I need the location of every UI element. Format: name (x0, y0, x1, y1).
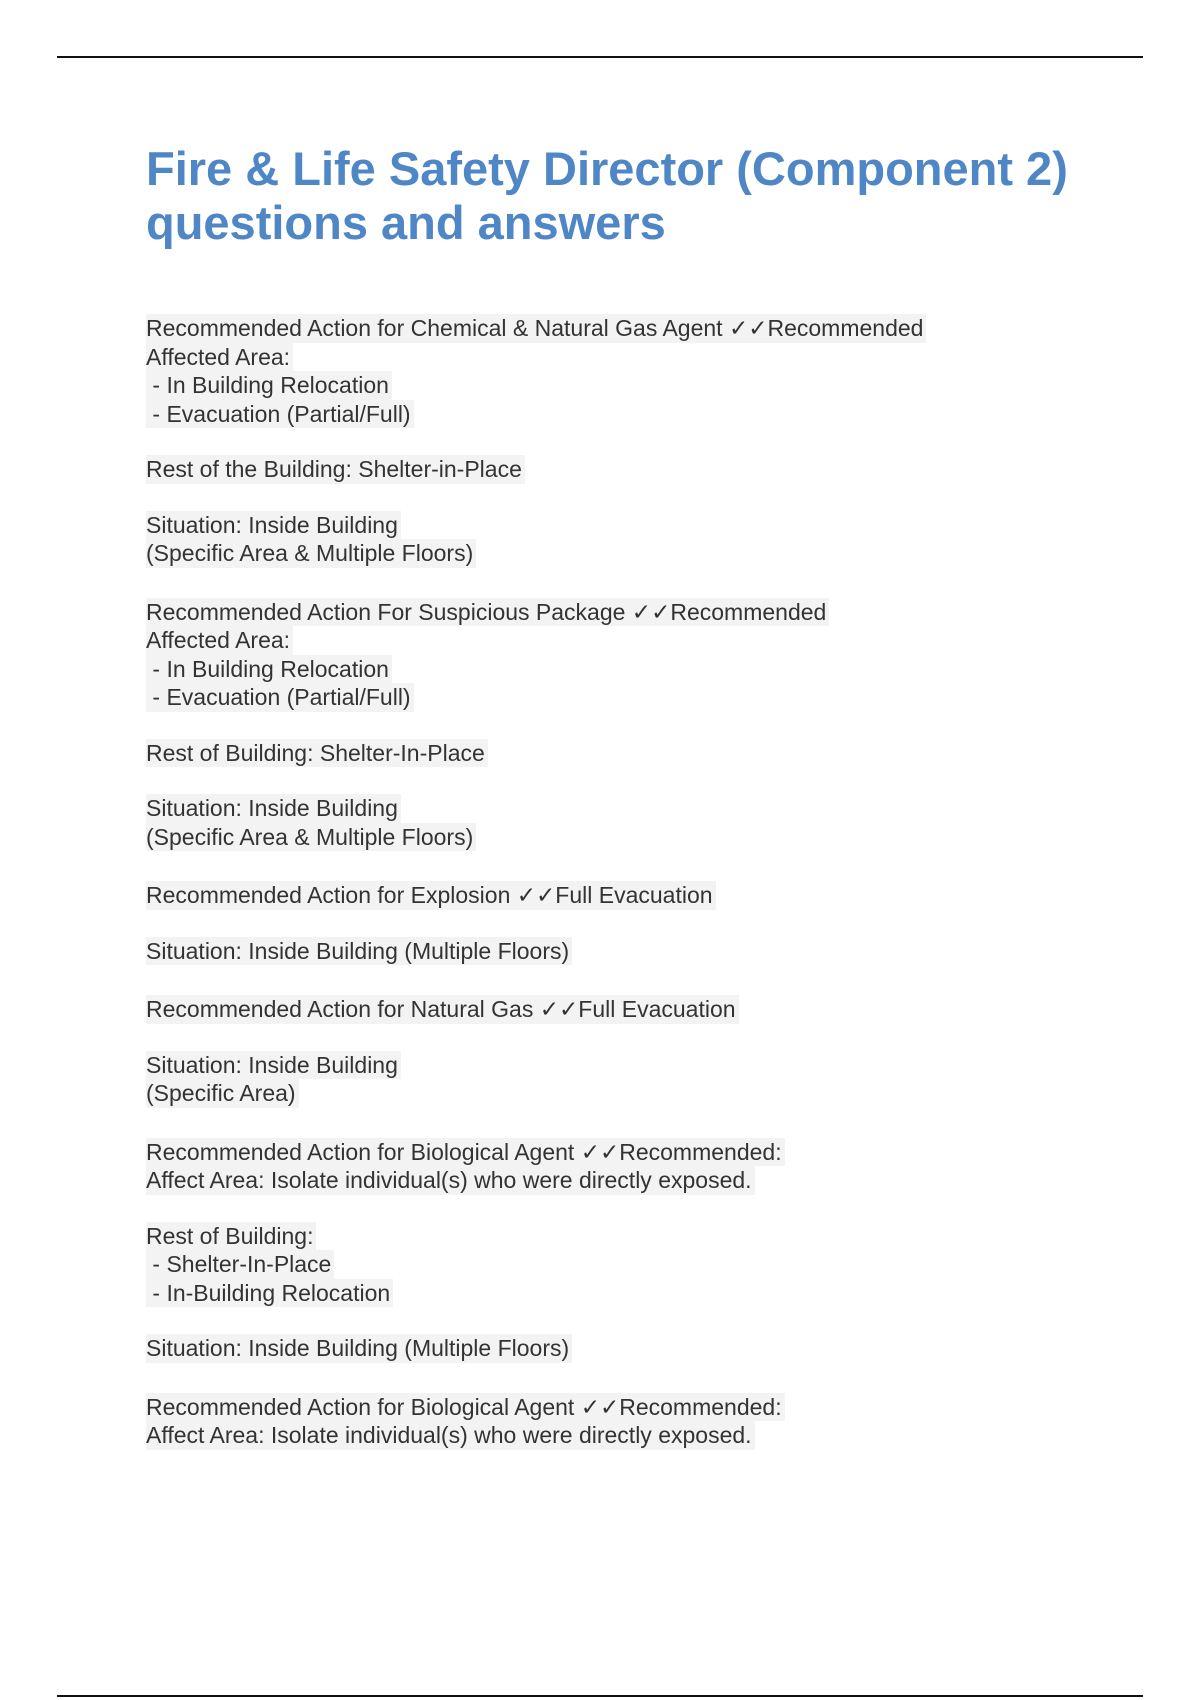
question-line: Recommended Action For Suspicious Package ✓✓Recommended (146, 598, 829, 627)
text-line: Rest of Building: (146, 1222, 316, 1251)
text-line: (Specific Area & Multiple Floors) (146, 539, 476, 568)
text-line: Situation: Inside Building (146, 1051, 401, 1080)
text-line: Situation: Inside Building (Multiple Floors) (146, 937, 572, 966)
qa-entry (146, 1393, 1046, 1450)
answer-line: Affect Area: Isolate individual(s) who were directly exposed. (146, 1421, 755, 1450)
text-block (146, 739, 1046, 768)
text-block (146, 1334, 1046, 1363)
question-line: Recommended Action for Natural Gas ✓✓Full Evacuation (146, 995, 739, 1024)
answer-line: - In Building Relocation (146, 371, 392, 400)
top-rule (57, 56, 1143, 58)
text-line: Situation: Inside Building (Multiple Floors) (146, 1334, 572, 1363)
answer-line: Affected Area: (146, 626, 293, 655)
text-line: Situation: Inside Building (146, 511, 401, 540)
question-line: Recommended Action for Biological Agent ✓✓Recommended: (146, 1138, 785, 1167)
question-line: Recommended Action for Explosion ✓✓Full Evacuation (146, 881, 716, 910)
answer-line: - In Building Relocation (146, 655, 392, 684)
bottom-rule (57, 1695, 1143, 1697)
answer-line: Affected Area: (146, 343, 293, 372)
answer-line: Affect Area: Isolate individual(s) who were directly exposed. (146, 1166, 755, 1195)
text-line: Situation: Inside Building (146, 794, 401, 823)
qa-entry (146, 995, 1046, 1024)
text-block (146, 937, 1046, 966)
text-line: - Shelter-In-Place (146, 1250, 334, 1279)
question-line: Recommended Action for Chemical & Natural Gas Agent ✓✓Recommended (146, 314, 926, 343)
qa-entry (146, 314, 1046, 428)
answer-line: - Evacuation (Partial/Full) (146, 400, 414, 429)
qa-entry (146, 881, 1046, 910)
text-block (146, 455, 1046, 484)
text-line: (Specific Area & Multiple Floors) (146, 823, 476, 852)
question-line: Recommended Action for Biological Agent ✓✓Recommended: (146, 1393, 785, 1422)
qa-entry (146, 598, 1046, 712)
text-block (146, 794, 1046, 851)
text-line: - In-Building Relocation (146, 1279, 393, 1308)
text-line: Rest of Building: Shelter-In-Place (146, 739, 488, 768)
text-block (146, 1051, 1046, 1108)
document-title: Fire & Life Safety Director (Component 2) questions and answers (146, 142, 1068, 249)
text-line: (Specific Area) (146, 1079, 299, 1108)
document-body (146, 314, 1046, 1450)
text-line: Rest of the Building: Shelter-in-Place (146, 455, 525, 484)
text-block (146, 511, 1046, 568)
text-block (146, 1222, 1046, 1308)
qa-entry (146, 1138, 1046, 1195)
answer-line: - Evacuation (Partial/Full) (146, 683, 414, 712)
